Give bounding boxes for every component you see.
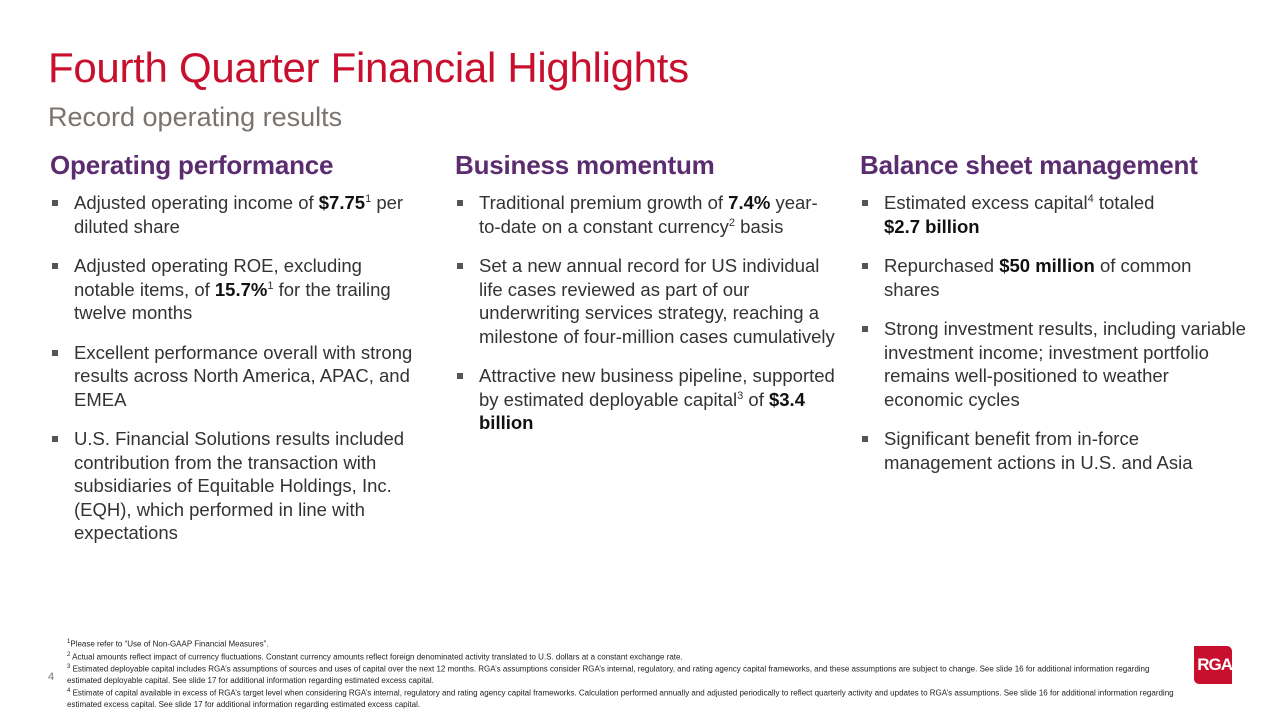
bullet-item: Estimated excess capital$^4$ totaled $2.7 billion bbox=[860, 191, 1250, 238]
bullet-item: Set a new annual record for US individual life cases reviewed as part of our underwriting services strategy, reaching a milestone of four-million cases cumulatively bbox=[455, 254, 835, 348]
slide-title: Fourth Quarter Financial Highlights bbox=[48, 44, 689, 91]
bullet-square-icon bbox=[862, 326, 868, 332]
bullet-item: Traditional premium growth of 7.4% year-to-date on a constant currency$^2$ basis bbox=[455, 191, 835, 238]
column-operating-performance bbox=[50, 150, 420, 561]
bullet-square-icon bbox=[457, 200, 463, 206]
bullet-item: Repurchased $50 million of common shares bbox=[860, 254, 1250, 301]
bullet-square-icon bbox=[862, 436, 868, 442]
bullet-square-icon bbox=[52, 200, 58, 206]
bullet-item: U.S. Financial Solutions results included contribution from the transaction with subsidiaries of Equitable Holdings, Inc. (EQH), which performed in line with expectations bbox=[50, 427, 420, 545]
column-balance-sheet-management bbox=[860, 150, 1250, 490]
footnote: $^4$ Estimate of capital available in excess of RGA’s target level when considering RGA’s internal, regulatory and rating agency capital frameworks. Calculation performed annually and adjusted periodically to reflect quarterly activity and updates to RGA’s assumptions. See slide 16 for additional information regarding estimated excess capital. See slide 17 for additional information regarding estimated excess capital. bbox=[67, 687, 1174, 709]
slide-subtitle: Record operating results bbox=[48, 102, 343, 132]
page-number: 4 bbox=[48, 671, 55, 683]
bullet-square-icon bbox=[52, 350, 58, 356]
bullet-square-icon bbox=[862, 200, 868, 206]
rga-logo: RGA bbox=[1194, 646, 1232, 684]
bullet-square-icon bbox=[862, 263, 868, 269]
column-business-momentum bbox=[455, 150, 835, 451]
bullet-item: Excellent performance overall with strong results across North America, APAC, and EMEA bbox=[50, 341, 420, 412]
column-heading: Operating performance bbox=[50, 150, 334, 180]
column-heading: Business momentum bbox=[455, 150, 715, 180]
footnote: $^3$ Estimated deployable capital includes RGA’s assumptions of sources and uses of capital over the next 12 months. RGA’s assumptions consider RGA’s internal, regulatory, and rating agency capital frameworks, and these assumptions are subject to change. See slide 16 for additional information regarding estimated deployable capital. See slide 17 for additional information regarding estimated excess capital. bbox=[67, 664, 1150, 685]
bullet-item: Strong investment results, including variable investment income; investment portfolio remains well-positioned to weather economic cycles bbox=[860, 317, 1250, 411]
bullet-item: Adjusted operating ROE, excluding notable items, of 15.7%$^1$ for the trailing twelve months bbox=[50, 254, 420, 325]
footnotes bbox=[67, 637, 1177, 710]
footnote: $^2$ Actual amounts reflect impact of currency fluctuations. Constant currency amounts reflect foreign denominated activity translated to U.S. dollars at a constant exchange rate. bbox=[67, 651, 683, 662]
bullet-square-icon bbox=[457, 373, 463, 379]
footnote: $^1$Please refer to “Use of Non-GAAP Financial Measures”. bbox=[67, 639, 269, 649]
column-heading: Balance sheet management bbox=[860, 150, 1198, 180]
bullet-item: Attractive new business pipeline, supported by estimated deployable capital$^3$ of $3.4 billion bbox=[455, 364, 835, 435]
bullet-item: Adjusted operating income of $7.75$^1$ per diluted share bbox=[50, 191, 420, 238]
bullet-square-icon bbox=[52, 263, 58, 269]
bullet-item: Significant benefit from in-force management actions in U.S. and Asia bbox=[860, 427, 1250, 474]
bullet-square-icon bbox=[52, 436, 58, 442]
bullet-square-icon bbox=[457, 263, 463, 269]
